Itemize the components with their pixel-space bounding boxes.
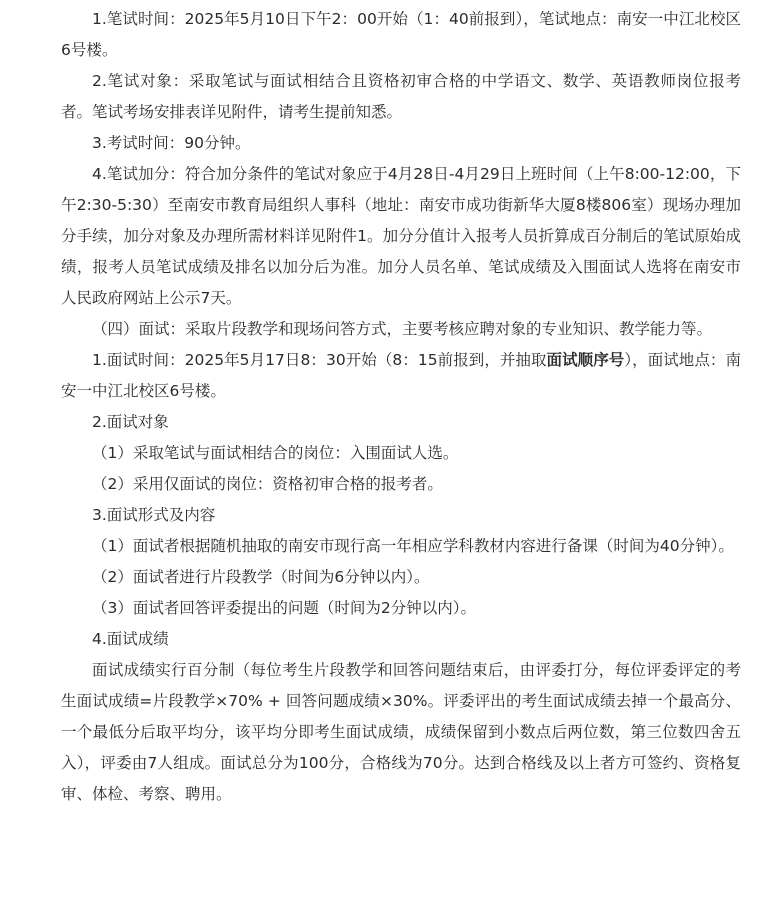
paragraph-interview-candidates-1: （1）采取笔试与面试相结合的岗位：入围面试人选。 xyxy=(92,444,459,462)
paragraph-interview-candidates-2: （2）采用仅面试的岗位：资格初审合格的报考者。 xyxy=(92,475,443,493)
paragraph-interview-format-3: （3）面试者回答评委提出的问题（时间为2分钟以内）。 xyxy=(92,599,476,617)
interview-location-text: ），面试地点：南安一中江北校区6号楼。 xyxy=(61,351,741,400)
paragraph-interview-candidates-heading: 2.面试对象 xyxy=(92,413,169,431)
paragraph-exam-duration: 3.考试时间：90分钟。 xyxy=(92,134,251,152)
paragraph-interview-score-heading: 4.面试成绩 xyxy=(92,630,169,648)
paragraph-interview-time xyxy=(61,345,741,407)
paragraph-written-exam-time: 1.笔试时间：2025年5月10日下午2：00开始（1：40前报到），笔试地点：南安一中江北校区6号楼。 xyxy=(61,10,741,59)
paragraph-interview-section: （四）面试：采取片段教学和现场问答方式，主要考核应聘对象的专业知识、教学能力等。 xyxy=(92,320,713,338)
interview-time-text: 1.面试时间：2025年5月17日8：30开始（8：15前报到，并抽取 xyxy=(92,351,547,369)
paragraph-interview-format-heading: 3.面试形式及内容 xyxy=(92,506,216,524)
paragraph-written-exam-candidates: 2.笔试对象：采取笔试与面试相结合且资格初审合格的中学语文、数学、英语教师岗位报考者。笔试考场安排表详见附件，请考生提前知悉。 xyxy=(61,72,741,121)
paragraph-interview-format-2: （2）面试者进行片段教学（时间为6分钟以内）。 xyxy=(92,568,430,586)
paragraph-bonus-points: 4.笔试加分：符合加分条件的笔试对象应于4月28日-4月29日上班时间（上午8:00-12:00，下午2:30-5:30）至南安市教育局组织人事科（地址：南安市成功街新华大厦8楼806室）现场办理加分手续，加分对象及办理所需材料详见附件1。加分分值计入报考人员折算成百分制后的笔试原始成绩，报考人员笔试成绩及排名以加分后为准。加分人员名单、笔试成绩及入围面试人选将在南安市人民政府网站上公示7天。 xyxy=(61,165,741,307)
interview-order-number-bold: 面试顺序号 xyxy=(546,351,625,369)
paragraph-interview-format-1: （1）面试者根据随机抽取的南安市现行高一年相应学科教材内容进行备课（时间为40分钟）。 xyxy=(92,537,734,555)
paragraph-interview-score-detail: 面试成绩实行百分制（每位考生片段教学和回答问题结束后，由评委打分，每位评委评定的考生面试成绩=片段教学×70% + 回答问题成绩×30%。评委评出的考生面试成绩去掉一个最高分、一个最低分后取平均分，该平均分即考生面试成绩，成绩保留到小数点后两位数，第三位数四舍五入），评委由7人组成。面试总分为100分，合格线为70分。达到合格线及以上者方可签约、资格复审、体检、考察、聘用。 xyxy=(61,661,741,803)
